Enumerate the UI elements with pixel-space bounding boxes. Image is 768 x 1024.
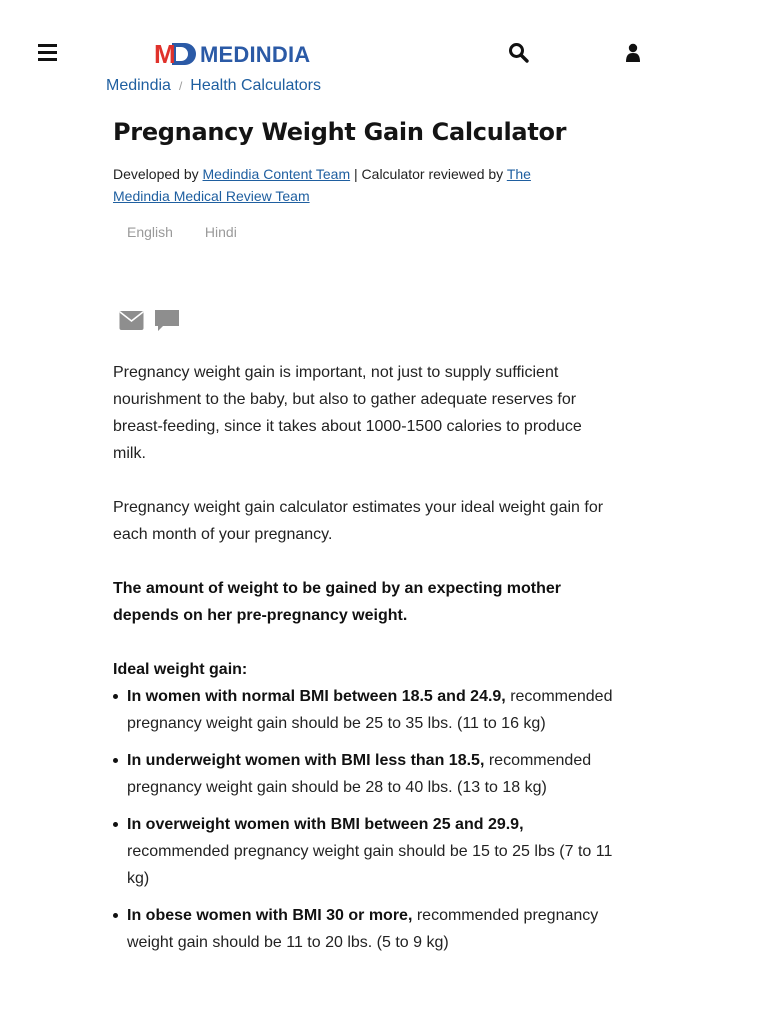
logo-text: MEDINDIA [200,42,311,67]
logo-mark: M [154,41,198,69]
search-icon[interactable] [508,42,530,64]
page-title: Pregnancy Weight Gain Calculator [113,118,567,146]
weight-gain-list [113,683,618,956]
share-bar [119,309,190,338]
list-item: In women with normal BMI between 18.5 and 24.9, recommended pregnancy weight gain should be 25 to 35 lbs. (11 to 16 kg) [113,683,618,737]
breadcrumb-health-calculators[interactable]: Health Calculators [190,77,322,94]
estimate-paragraph: Pregnancy weight gain calculator estimates your ideal weight gain for each month of your pregnancy. [113,499,604,543]
comment-icon[interactable] [154,309,180,338]
ideal-weight-heading: Ideal weight gain: [113,661,248,678]
byline-middle: | Calculator reviewed by [350,166,507,182]
emphasis-paragraph: The amount of weight to be gained by an expecting mother depends on her pre-pregnancy weight. [113,580,562,624]
language-switcher [127,224,269,240]
language-english[interactable]: English [127,224,173,240]
breadcrumb [106,77,321,95]
list-item: In overweight women with BMI between 25 and 29.9, recommended pregnancy weight gain should be 15 to 25 lbs (7 to 11 kg) [113,811,618,892]
language-hindi[interactable]: Hindi [204,224,237,240]
list-item: In underweight women with BMI less than 18.5, recommended pregnancy weight gain should be 28 to 40 lbs. (13 to 18 kg) [113,747,618,801]
email-icon[interactable] [119,309,144,338]
menu-icon[interactable] [38,44,57,62]
medindia-logo[interactable] [154,41,310,69]
byline [113,163,583,207]
article-content [113,359,618,966]
reviewer-link[interactable]: The Medindia Medical Review Team [113,166,531,204]
byline-prefix: Developed by [113,166,203,182]
author-link[interactable]: Medindia Content Team [202,166,351,182]
site-header [0,0,768,80]
breadcrumb-medindia[interactable]: Medindia [106,77,171,94]
user-icon[interactable] [623,42,643,64]
list-item: In obese women with BMI 30 or more, recommended pregnancy weight gain should be 11 to 20 lbs. (5 to 9 kg) [113,902,618,956]
breadcrumb-separator: / [178,79,183,93]
intro-paragraph: Pregnancy weight gain is important, not just to supply sufficient nourishment to the baby, but also to gather adequate reserves for breast-feeding, since it takes about 1000-1500 calories to produce milk. [113,364,582,462]
